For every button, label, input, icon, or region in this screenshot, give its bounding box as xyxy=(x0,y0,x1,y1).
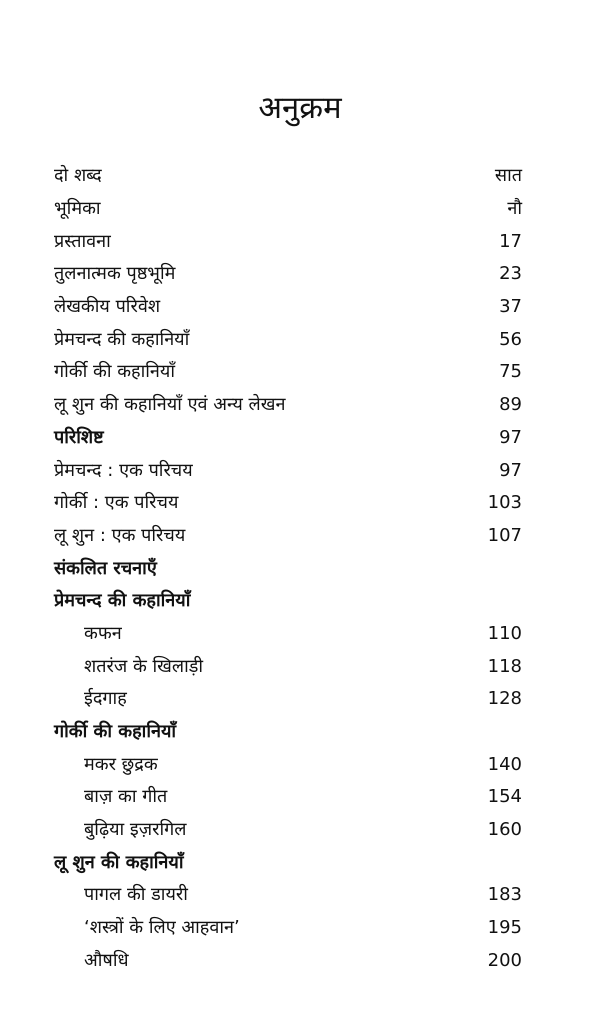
toc-entry-title: बाज़ का गीत xyxy=(84,786,168,808)
toc-entry-title: पागल की डायरी xyxy=(84,884,188,906)
toc-entry-title: ‘शस्त्रों के लिए आहवान’ xyxy=(84,917,240,939)
toc-entry xyxy=(54,323,522,356)
toc-entry-page-number: 56 xyxy=(499,328,522,350)
toc-entry-page-number: 128 xyxy=(487,688,522,710)
toc-entry-title: लेखकीय परिवेश xyxy=(54,296,161,318)
toc-entry-title: गोर्की की कहानियाँ xyxy=(54,721,177,743)
toc-entry-page-number: 97 xyxy=(499,459,522,481)
toc-entry xyxy=(54,683,522,716)
toc-entry-title: प्रेमचन्द की कहानियाँ xyxy=(54,328,190,350)
toc-entry-title: तुलनात्मक पृष्ठभूमि xyxy=(54,263,176,285)
toc-entry-title: कफन xyxy=(84,622,122,644)
toc-entry-page-number: 37 xyxy=(499,296,522,318)
toc-entry-title: प्रेमचन्द की कहानियाँ xyxy=(54,590,191,612)
toc-entry-page-number: सात xyxy=(494,165,522,187)
toc-entry-title: लू शुन की कहानियाँ एवं अन्य लेखन xyxy=(54,394,286,416)
toc-entry xyxy=(54,945,522,978)
toc-entry xyxy=(54,814,522,847)
toc-entry-title: परिशिष्ट xyxy=(54,426,104,448)
toc-entry-title: औषधि xyxy=(84,949,129,971)
toc-entry xyxy=(54,487,522,520)
toc-entry-title: शतरंज के खिलाड़ी xyxy=(84,655,204,677)
toc-entry-page-number: 195 xyxy=(487,917,522,939)
toc-entry-page-number: 89 xyxy=(499,394,522,416)
toc-entry xyxy=(54,912,522,945)
toc-entry-title: संकलित रचनाएँ xyxy=(54,557,157,579)
toc-entry-title: गोर्की : एक परिचय xyxy=(54,492,179,514)
toc-section-heading xyxy=(54,585,522,618)
toc-entry-title: प्रस्तावना xyxy=(54,230,111,252)
toc-entry xyxy=(54,225,522,258)
toc-entry-page-number: 140 xyxy=(487,753,522,775)
toc-entry xyxy=(54,618,522,651)
toc-section-heading xyxy=(54,422,522,455)
toc-entry-page-number: नौ xyxy=(507,198,522,220)
toc-entry xyxy=(54,650,522,683)
toc-entry-page-number: 107 xyxy=(487,524,522,546)
toc-section-heading xyxy=(54,846,522,879)
page-title: अनुक्रम xyxy=(258,90,342,126)
toc-entry-page-number: 200 xyxy=(487,949,522,971)
toc-entry-page-number: 118 xyxy=(487,655,522,677)
toc-entry xyxy=(54,258,522,291)
toc-entry xyxy=(54,520,522,553)
toc-entry-title: लू शुन की कहानियाँ xyxy=(54,851,184,873)
toc-entry-page-number: 103 xyxy=(487,492,522,514)
toc-entry xyxy=(54,356,522,389)
toc-entry-title: लू शुन : एक परिचय xyxy=(54,524,186,546)
toc-entry-title: गोर्की की कहानियाँ xyxy=(54,361,176,383)
toc-entry-page-number: 75 xyxy=(499,361,522,383)
toc-entry-title: मकर छुद्रक xyxy=(84,753,158,775)
toc-entry xyxy=(54,781,522,814)
toc-entry xyxy=(54,879,522,912)
toc-entry xyxy=(54,160,522,193)
toc-entry-title: भूमिका xyxy=(54,198,101,220)
toc-entry-page-number: 97 xyxy=(499,426,522,448)
toc-entry-title: ईदगाह xyxy=(84,688,127,710)
toc-entry-title: दो शब्द xyxy=(54,165,102,187)
toc-entry-title: प्रेमचन्द : एक परिचय xyxy=(54,459,193,481)
toc-entry-page-number: 160 xyxy=(487,819,522,841)
toc-entry xyxy=(54,748,522,781)
toc-entry xyxy=(54,193,522,226)
toc-entry xyxy=(54,454,522,487)
toc-entry-page-number: 183 xyxy=(487,884,522,906)
toc-section-heading xyxy=(54,552,522,585)
toc-entry-page-number: 23 xyxy=(499,263,522,285)
toc-entry xyxy=(54,291,522,324)
table-of-contents xyxy=(54,160,522,977)
toc-entry-page-number: 110 xyxy=(487,622,522,644)
toc-entry-page-number: 154 xyxy=(487,786,522,808)
toc-section-heading xyxy=(54,716,522,749)
toc-entry-page-number: 17 xyxy=(499,230,522,252)
toc-entry-title: बुढ़िया इज़रगिल xyxy=(84,819,187,841)
toc-entry xyxy=(54,389,522,422)
